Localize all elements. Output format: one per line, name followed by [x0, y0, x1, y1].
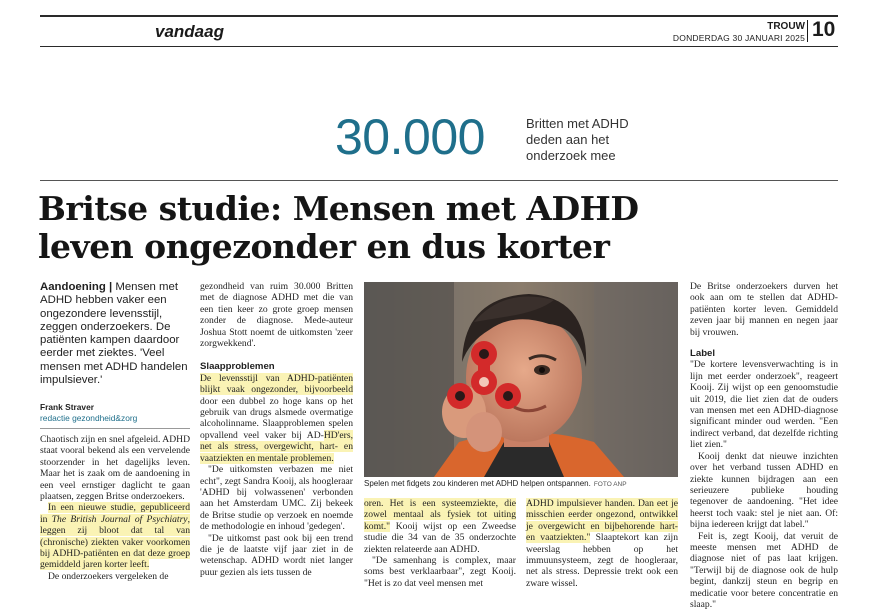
- col3-paragraph-1: [364, 498, 516, 555]
- col5-paragraph-1: De Britse onderzoekers durven het ook aan om te stellen dat ADHD-patiënten korter leven. Gemiddeld zeven jaar bij mannen en negen jaar bij vrouwen.: [690, 281, 838, 338]
- col2-paragraph-3: "De uitkomsten verbazen me niet echt", zegt Sandra Kooij, als hoogleraar 'ADHD bij volwassenen' verbonden aan het Amsterdam UMC. Zij bekeek de Britse studie op verzoek en noemde de methodologie en inhoud 'gedegen'.: [200, 464, 353, 533]
- header-rule: [40, 46, 838, 47]
- col1-paragraph-1: Chaotisch zijn en snel afgeleid. ADHD staat vooral bekend als een vervelende stoorzender in het dagelijks leven. Maar het is zaak om de aandoening in een veel ernstiger daglicht te gaan plaatsen, zeggen Britse onderzoekers.: [40, 434, 190, 503]
- intro-kicker: Aandoening |: [40, 281, 113, 293]
- col4-p1-b: Slaaptekort kan zijn weerslag hebben op het immuunsysteem, zegt de hoogleraar, net als stress. Depressie trekt ook een zware wissel.: [526, 532, 678, 589]
- caption-text: Spelen met fidgets zou kinderen met ADHD helpen ontspannen.: [364, 479, 591, 488]
- column-2: [200, 281, 353, 578]
- col2-paragraph-2: [200, 373, 353, 464]
- column-3: [364, 498, 516, 589]
- byline: [40, 402, 137, 423]
- col4-p1-hl: ADHD impulsiever handen. Dan eet je misschien eerder ongezond, ontwikkel je overgewicht en bijbehorende hart- en vaatziekten.": [526, 498, 678, 544]
- byline-rule: [40, 428, 190, 429]
- journal-name: The British Journal of Psychiatry: [51, 513, 188, 525]
- photo-illustration: [364, 282, 678, 477]
- col1-p2-b: , leggen zij bloot dat tal van (chronische) ziekten vaker voorkomen bij ADHD-patiënten en dat deze groep gemiddeld jaren korter leeft.: [40, 513, 190, 571]
- col5-paragraph-2: "De kortere levensverwachting is in lijn met eerder onderzoek", reageert Kooij. Zij wijst op een genoomstudie uit 2019, die liet zien dat de ouders van mensen met een ADHD-diagnose significant minder oud werden. "Een indirect verband, dat dezelfde richting liet zien.": [690, 359, 838, 451]
- dateline: DONDERDAG 30 JANUARI 2025: [672, 33, 805, 43]
- col2-p2-hl: De levensstijl van ADHD-patiënten blijkt vaak ongezonder,: [200, 372, 353, 396]
- top-rule: [40, 15, 838, 17]
- col1-paragraph-3: De onderzoekers vergeleken de: [48, 570, 169, 582]
- col1-p2-a: In een nieuwe studie, gepubliceerd in: [40, 502, 190, 525]
- stat-caption: Britten met ADHD deden aan het onderzoek mee: [526, 116, 629, 163]
- article-photo: [364, 282, 678, 477]
- subhead-slaapproblemen: Slaapproblemen: [200, 361, 275, 373]
- column-4: [526, 498, 678, 589]
- newspaper-brand: TROUW: [767, 21, 805, 32]
- author-name: Frank Straver: [40, 402, 94, 412]
- page-number: 10: [812, 18, 836, 41]
- col1-paragraph-2: [40, 502, 190, 570]
- col3-p1-hl: oren. Het is een systeemziekte, die zowel mentaal als fysiek tot uiting komt.": [364, 498, 516, 532]
- headline: Britse studie: Mensen met ADHD leven ongezonder en dus korter: [38, 189, 639, 266]
- photo-credit: FOTO ANP: [593, 481, 627, 488]
- section-title: vandaag: [155, 22, 224, 41]
- col2-p2-b: door een dubbel zo hoge kans op het gebruik van drugs alsmede overmatige alcoholinname. Slaapproblemen spelen opvallend veel vaker bij AD-: [200, 395, 353, 441]
- col3-p1-b: Kooij wijst op een Zweedse studie die 34 van de 35 onderzochte ziekten relateerde aan ADHD.: [364, 520, 516, 555]
- col5-paragraph-4: Feit is, zegt Kooij, dat veruit de meeste mensen met ADHD de diagnose niet of pas laat krijgen. "Terwijl bij de diagnose ook de hulp begint, dankzij steun en begrip en medicatie voor betere concentratie en slaap.": [690, 530, 838, 610]
- stat-number: 30.000: [335, 109, 485, 165]
- column-5: [690, 281, 838, 610]
- intro: [40, 281, 190, 387]
- col2-paragraph-1: gezondheid van ruim 30.000 Britten met de diagnose ADHD met die van een tien keer zo grote groep mensen zonder de diagnose. Mede-auteur Joshua Stott noemt de uitkomsten 'zeer zorgwekkend'.: [200, 281, 353, 350]
- col4-paragraph-1: [526, 498, 678, 589]
- col2-p2-hl3: HD'ers, net als stress, overgewicht, hart- en vaatziekten en mentale problemen.: [200, 429, 353, 464]
- stat-rule: [40, 180, 838, 181]
- col2-p2-hl2: bijvoorbeeld: [298, 384, 353, 396]
- col2-paragraph-4: "De uitkomst past ook bij een trend die je de laatste vijf jaar ziet in de wetenschap. ADHD wordt niet langer puur gezien als iets tussen de: [200, 532, 353, 578]
- header-separator: [807, 20, 808, 42]
- author-role: redactie gezondheid&zorg: [40, 412, 138, 423]
- intro-text: Mensen met ADHD hebben vaker een ongezondere levensstijl, zeggen onderzoekers. De patiënten kampen daardoor eerder met ziektes. 'Veel mensen met ADHD handelen impulsiever.': [40, 281, 188, 387]
- subhead-label: Label: [690, 348, 716, 360]
- photo-caption: [364, 479, 678, 488]
- col3-paragraph-2: "De samenhang is complex, maar soms best verklaarbaar", zegt Kooij. "Het is zo dat veel mensen met: [364, 555, 516, 589]
- column-1: [40, 434, 190, 582]
- col5-paragraph-3: Kooij denkt dat nieuwe inzichten over het verband tussen ADHD en ziekte kunnen bijdragen aan een serieuzere publieke houding tegenover de aandoening. "Het idee heerst toch vaak: stel je niet aan. Of: bijna iedereen krijgt dat label.": [690, 450, 838, 531]
